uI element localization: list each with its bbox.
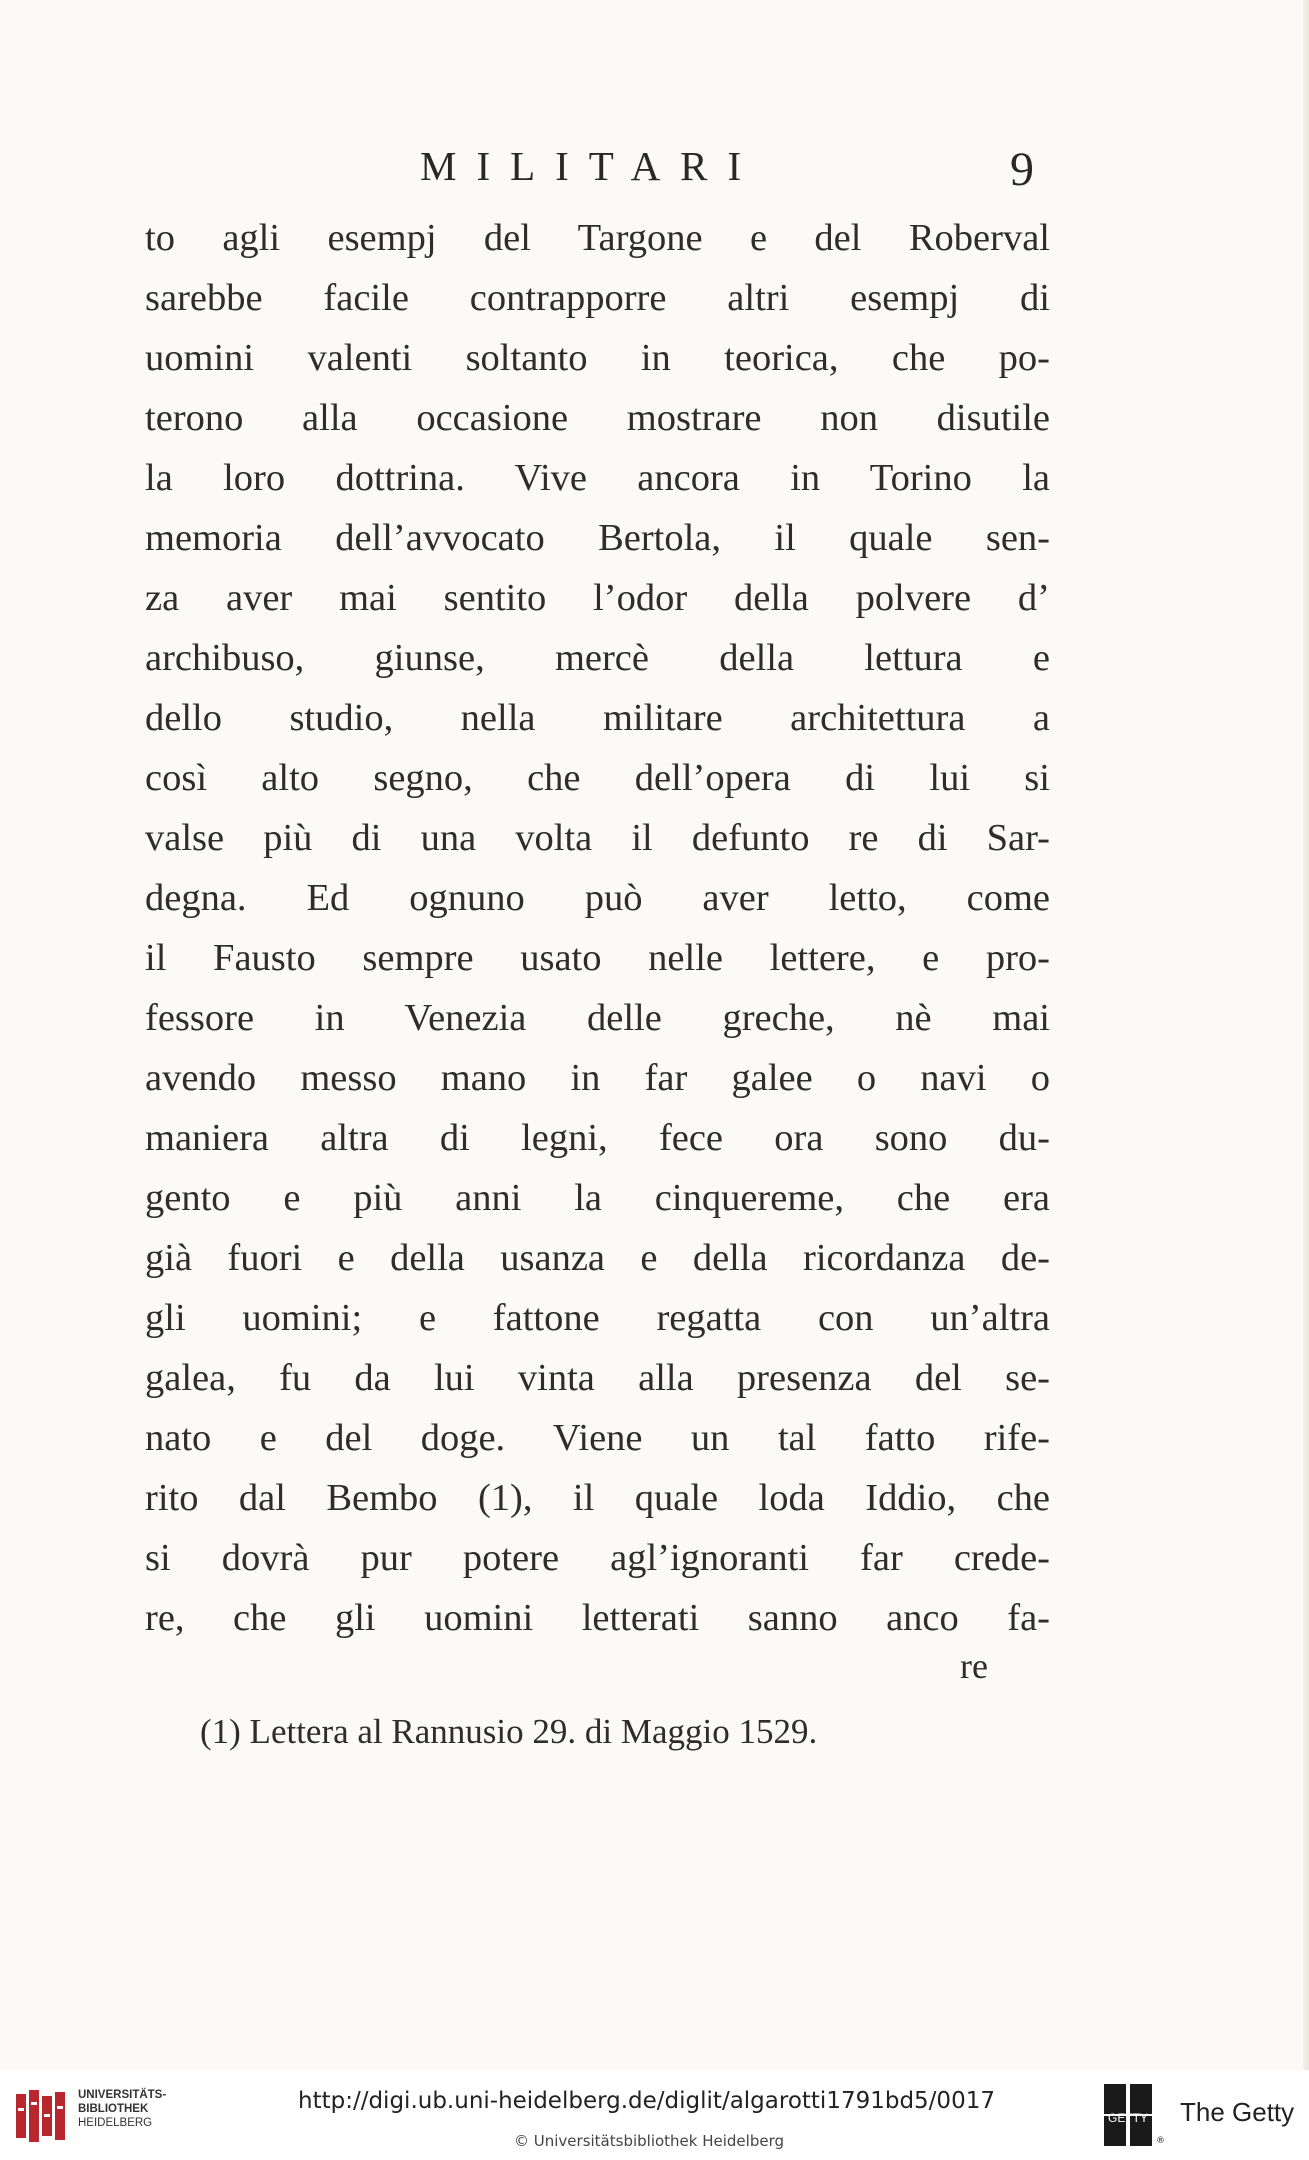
getty-logo-icon xyxy=(1102,2082,1154,2148)
text-line: fessore in Venezia delle greche, nè mai xyxy=(145,997,1050,1039)
text-line: maniera altra di legni, fece ora sono du- xyxy=(145,1117,1050,1159)
getty-logo-letters: GETTY xyxy=(1107,2111,1149,2125)
text-line: valse più di una volta il defunto re di Sar- xyxy=(145,817,1050,859)
text-line: galea, fu da lui vinta alla presenza del se- xyxy=(145,1357,1050,1399)
copyright-notice: © Universitätsbibliothek Heidelberg xyxy=(514,2132,785,2150)
text-line: così alto segno, che dell’opera di lui si xyxy=(145,757,1050,799)
library-name-line: BIBLIOTHEK xyxy=(78,2103,149,2115)
page-number: 9 xyxy=(1010,143,1034,196)
text-line: già fuori e della usanza e della ricordanza de- xyxy=(145,1237,1050,1279)
text-line: re, che gli uomini letterati sanno anco fa- xyxy=(145,1597,1050,1639)
registered-mark: ® xyxy=(1156,2136,1165,2146)
permalink-url[interactable]: http://digi.ub.uni-heidelberg.de/diglit/algarotti1791bd5/0017 xyxy=(298,2088,995,2114)
text-line: dello studio, nella militare architettura a xyxy=(145,697,1050,739)
footer-bar xyxy=(0,2070,1309,2160)
library-name-line: HEIDELBERG xyxy=(78,2117,153,2129)
text-line: memoria dell’avvocato Bertola, il quale sen- xyxy=(145,517,1050,559)
text-line: rito dal Bembo (1), il quale loda Iddio, che xyxy=(145,1477,1050,1519)
university-library-logo-icon xyxy=(14,2088,70,2144)
text-line: gento e più anni la cinquereme, che era xyxy=(145,1177,1050,1219)
library-name-line: UNIVERSITÄTS- xyxy=(78,2089,167,2101)
text-line: il Fausto sempre usato nelle lettere, e pro- xyxy=(145,937,1050,979)
text-line: si dovrà pur potere agl’ignoranti far crede- xyxy=(145,1537,1050,1579)
running-title: MILITARI xyxy=(420,143,762,189)
text-line: nato e del doge. Viene un tal fatto rife- xyxy=(145,1417,1050,1459)
text-line: avendo messo mano in far galee o navi o xyxy=(145,1057,1050,1099)
running-head xyxy=(0,142,1309,202)
text-line: terono alla occasione mostrare non disutile xyxy=(145,397,1050,439)
catchword: re xyxy=(960,1646,988,1686)
text-line: sarebbe facile contrapporre altri esempj di xyxy=(145,277,1050,319)
text-line: uomini valenti soltanto in teorica, che po- xyxy=(145,337,1050,379)
text-line: archibuso, giunse, mercè della lettura e xyxy=(145,637,1050,679)
text-line: la loro dottrina. Vive ancora in Torino la xyxy=(145,457,1050,499)
university-library-name xyxy=(78,2088,166,2130)
footnote: (1) Lettera al Rannusio 29. di Maggio 1529. xyxy=(200,1712,818,1751)
text-line: degna. Ed ognuno può aver letto, come xyxy=(145,877,1050,919)
body-text xyxy=(145,208,1050,1648)
text-line: to agli esempj del Targone e del Roberval xyxy=(145,217,1050,259)
text-line: gli uomini; e fattone regatta con un’altra xyxy=(145,1297,1050,1339)
text-line: za aver mai sentito l’odor della polvere d’ xyxy=(145,577,1050,619)
getty-label: The Getty xyxy=(1180,2097,1295,2127)
